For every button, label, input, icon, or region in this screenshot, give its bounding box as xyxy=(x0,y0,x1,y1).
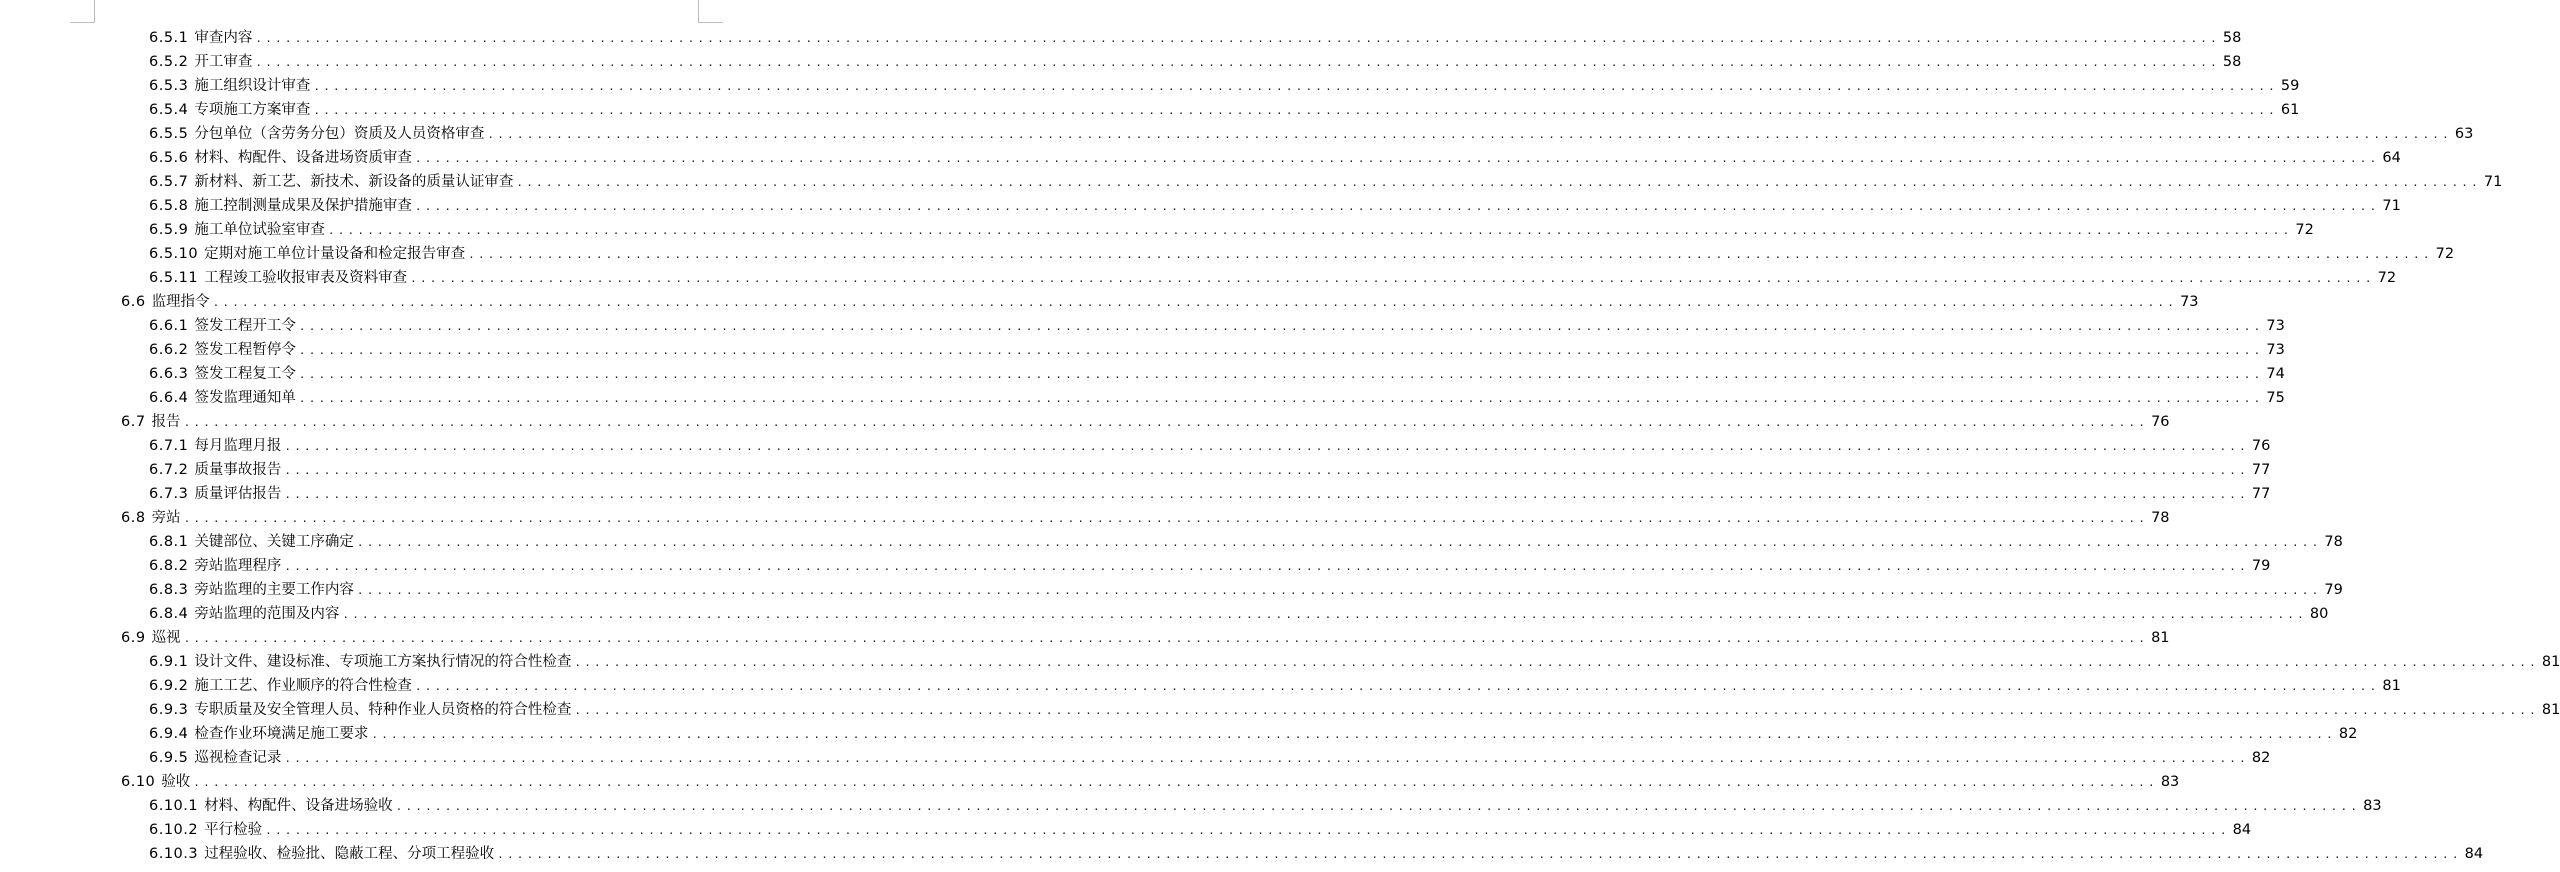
toc-number: 6.5.11 xyxy=(149,270,199,286)
toc-entry[interactable] xyxy=(149,194,2401,218)
toc-page-number: 72 xyxy=(2377,270,2397,286)
toc-entry[interactable] xyxy=(149,722,2358,746)
toc-entry[interactable] xyxy=(121,410,2170,434)
toc-entry[interactable] xyxy=(149,170,2503,194)
toc-title: 专项施工方案审查 xyxy=(194,102,311,118)
toc-title: 旁站监理的范围及内容 xyxy=(194,606,340,622)
toc-entry[interactable] xyxy=(149,434,2271,458)
toc-dot-leader: ........................................................................................................................................................................................................ xyxy=(255,56,2220,69)
toc-page-number: 58 xyxy=(2222,54,2242,70)
toc-title: 材料、构配件、设备进场验收 xyxy=(204,798,393,814)
toc-dot-leader: ........................................................................................................................................................................................................ xyxy=(313,104,2278,117)
toc-title: 专职质量及安全管理人员、特种作业人员资格的符合性检查 xyxy=(194,702,572,718)
toc-number: 6.5.4 xyxy=(149,102,189,118)
toc-entry[interactable] xyxy=(149,26,2242,50)
toc-dot-leader: ........................................................................................................................................................................................................ xyxy=(183,512,2149,525)
toc-page-number: 83 xyxy=(2160,774,2180,790)
toc-page-number: 79 xyxy=(2324,582,2343,598)
toc-title: 旁站 xyxy=(151,510,181,526)
toc-dot-leader: ........................................................................................................................................................................................................ xyxy=(487,128,2452,141)
toc-title: 设计文件、建设标准、专项施工方案执行情况的符合性检查 xyxy=(194,654,572,670)
toc-entry[interactable] xyxy=(149,74,2300,98)
toc-entry[interactable] xyxy=(149,50,2242,74)
toc-dot-leader: ........................................................................................................................................................................................................ xyxy=(356,536,2322,549)
toc-dot-leader: ........................................................................................................................................................................................................ xyxy=(574,704,2539,717)
toc-page-number: 81 xyxy=(2151,630,2170,646)
toc-dot-leader: ........................................................................................................................................................................................................ xyxy=(183,416,2149,429)
toc-number: 6.10 xyxy=(121,774,156,790)
toc-dot-leader: ........................................................................................................................................................................................................ xyxy=(468,248,2433,261)
toc-page-number: 74 xyxy=(2266,366,2285,382)
toc-number: 6.7.3 xyxy=(149,486,189,502)
toc-number: 6.10.3 xyxy=(149,846,199,862)
page-corner-mark-right xyxy=(698,0,723,23)
toc-number: 6.9.1 xyxy=(149,654,189,670)
toc-entry[interactable] xyxy=(149,386,2285,410)
toc-title: 签发工程暂停令 xyxy=(194,342,296,358)
toc-number: 6.5.1 xyxy=(149,30,189,46)
toc-number: 6.5.6 xyxy=(149,150,189,166)
toc-entry[interactable] xyxy=(149,218,2314,242)
toc-number: 6.6.4 xyxy=(149,390,189,406)
toc-title: 质量评估报告 xyxy=(194,486,282,502)
toc-dot-leader: ........................................................................................................................................................................................................ xyxy=(497,848,2462,861)
toc-dot-leader: ........................................................................................................................................................................................................ xyxy=(183,632,2149,645)
toc-number: 6.7 xyxy=(121,414,146,430)
toc-entry[interactable] xyxy=(149,578,2343,602)
toc-title: 定期对施工单位计量设备和检定报告审查 xyxy=(204,246,466,262)
toc-number: 6.7.2 xyxy=(149,462,189,478)
toc-title: 旁站监理的主要工作内容 xyxy=(194,582,354,598)
toc-dot-leader: ........................................................................................................................................................................................................ xyxy=(313,80,2278,93)
toc-page-number: 81 xyxy=(2382,678,2401,694)
toc-entry[interactable] xyxy=(149,266,2397,290)
toc-page-number: 78 xyxy=(2324,534,2343,550)
toc-title: 开工审查 xyxy=(194,54,253,70)
toc-entry[interactable] xyxy=(121,290,2199,314)
toc-entry[interactable] xyxy=(149,98,2300,122)
toc-title: 施工控制测量成果及保护措施审查 xyxy=(194,198,412,214)
toc-page-number: 84 xyxy=(2232,822,2252,838)
toc-page-number: 82 xyxy=(2251,750,2271,766)
toc-entry[interactable] xyxy=(149,482,2271,506)
toc-page-number: 77 xyxy=(2251,486,2271,502)
toc-page-number: 72 xyxy=(2435,246,2455,262)
toc-title: 每月监理月报 xyxy=(194,438,282,454)
toc-number: 6.8 xyxy=(121,510,146,526)
toc-page-number: 77 xyxy=(2251,462,2271,478)
toc-dot-leader: ........................................................................................................................................................................................................ xyxy=(193,776,2158,789)
toc-number: 6.8.3 xyxy=(149,582,189,598)
toc-entry[interactable] xyxy=(149,650,2560,674)
toc-entry[interactable] xyxy=(149,698,2560,722)
page-corner-mark-left xyxy=(70,0,95,23)
toc-entry[interactable] xyxy=(149,314,2285,338)
toc-title: 施工工艺、作业顺序的符合性检查 xyxy=(194,678,412,694)
toc-entry[interactable] xyxy=(149,338,2285,362)
toc-entry[interactable] xyxy=(149,818,2252,842)
toc-dot-leader: ........................................................................................................................................................................................................ xyxy=(265,824,2230,837)
toc-page-number: 76 xyxy=(2151,414,2170,430)
toc-title: 质量事故报告 xyxy=(194,462,282,478)
toc-title: 签发工程开工令 xyxy=(194,318,296,334)
toc-title: 关键部位、关键工序确定 xyxy=(194,534,354,550)
toc-entry[interactable] xyxy=(121,506,2170,530)
toc-title: 审查内容 xyxy=(194,30,253,46)
toc-dot-leader: ........................................................................................................................................................................................................ xyxy=(327,224,2293,237)
toc-dot-leader: ........................................................................................................................................................................................................ xyxy=(284,464,2249,477)
toc-page-number: 79 xyxy=(2251,558,2271,574)
toc-title: 旁站监理程序 xyxy=(194,558,282,574)
toc-title: 检查作业环境满足施工要求 xyxy=(194,726,369,742)
toc-dot-leader: ........................................................................................................................................................................................................ xyxy=(298,344,2264,357)
toc-dot-leader: ........................................................................................................................................................................................................ xyxy=(298,368,2264,381)
toc-page-number: 71 xyxy=(2483,174,2503,190)
toc-title: 过程验收、检验批、隐蔽工程、分项工程验收 xyxy=(204,846,495,862)
toc-title: 监理指令 xyxy=(151,294,210,310)
toc-dot-leader: ........................................................................................................................................................................................................ xyxy=(414,152,2380,165)
toc-page-number: 58 xyxy=(2222,30,2242,46)
toc-dot-leader: ........................................................................................................................................................................................................ xyxy=(371,728,2336,741)
toc-page-number: 73 xyxy=(2180,294,2199,310)
toc-dot-leader: ........................................................................................................................................................................................................ xyxy=(574,656,2539,669)
toc-page-number: 75 xyxy=(2266,390,2285,406)
toc-number: 6.9.5 xyxy=(149,750,189,766)
toc-dot-leader: ........................................................................................................................................................................................................ xyxy=(356,584,2322,597)
toc-dot-leader: ........................................................................................................................................................................................................ xyxy=(414,200,2380,213)
toc-title: 工程竣工验收报审表及资料审查 xyxy=(204,270,408,286)
toc-entry[interactable] xyxy=(149,794,2382,818)
toc-title: 新材料、新工艺、新技术、新设备的质量认证审查 xyxy=(194,174,514,190)
toc-page-number: 78 xyxy=(2151,510,2170,526)
toc-number: 6.5.10 xyxy=(149,246,199,262)
toc-number: 6.10.2 xyxy=(149,822,199,838)
toc-number: 6.8.2 xyxy=(149,558,189,574)
toc-number: 6.9 xyxy=(121,630,146,646)
toc-number: 6.9.4 xyxy=(149,726,189,742)
toc-entry[interactable] xyxy=(121,626,2170,650)
toc-dot-leader: ........................................................................................................................................................................................................ xyxy=(410,272,2375,285)
toc-number: 6.6.1 xyxy=(149,318,189,334)
toc-page-number: 82 xyxy=(2338,726,2358,742)
toc-number: 6.8.4 xyxy=(149,606,189,622)
toc-dot-leader: ........................................................................................................................................................................................................ xyxy=(284,440,2249,453)
toc-number: 6.7.1 xyxy=(149,438,189,454)
toc-page-number: 72 xyxy=(2295,222,2314,238)
toc-dot-leader: ........................................................................................................................................................................................................ xyxy=(516,176,2481,189)
toc-page-number: 61 xyxy=(2280,102,2300,118)
toc-page-number: 59 xyxy=(2280,78,2300,94)
toc-number: 6.5.8 xyxy=(149,198,189,214)
toc-page-number: 73 xyxy=(2266,342,2285,358)
toc-number: 6.10.1 xyxy=(149,798,199,814)
toc-number: 6.9.2 xyxy=(149,678,189,694)
toc-title: 签发工程复工令 xyxy=(194,366,296,382)
toc-page-number: 81 xyxy=(2541,654,2560,670)
toc-dot-leader: ........................................................................................................................................................................................................ xyxy=(212,296,2178,309)
toc-dot-leader: ........................................................................................................................................................................................................ xyxy=(342,608,2307,621)
toc-dot-leader: ........................................................................................................................................................................................................ xyxy=(284,488,2249,501)
toc-title: 材料、构配件、设备进场资质审查 xyxy=(194,150,412,166)
toc-title: 施工单位试验室审查 xyxy=(194,222,325,238)
toc-dot-leader: ........................................................................................................................................................................................................ xyxy=(395,800,2361,813)
toc-number: 6.5.3 xyxy=(149,78,189,94)
toc-title: 平行检验 xyxy=(204,822,263,838)
toc-title: 签发监理通知单 xyxy=(194,390,296,406)
toc-page-number: 83 xyxy=(2363,798,2382,814)
toc-number: 6.5.9 xyxy=(149,222,189,238)
toc-entry[interactable] xyxy=(149,530,2343,554)
toc-title: 分包单位（含劳务分包）资质及人员资格审查 xyxy=(194,126,485,142)
toc-entry[interactable] xyxy=(149,362,2285,386)
toc-dot-leader: ........................................................................................................................................................................................................ xyxy=(298,320,2264,333)
toc-number: 6.6 xyxy=(121,294,146,310)
toc-entry[interactable] xyxy=(149,674,2401,698)
toc-dot-leader: ........................................................................................................................................................................................................ xyxy=(298,392,2264,405)
toc-number: 6.6.3 xyxy=(149,366,189,382)
toc-page-number: 84 xyxy=(2464,846,2484,862)
toc-entry[interactable] xyxy=(149,146,2401,170)
toc-title: 验收 xyxy=(161,774,191,790)
toc-title: 巡视检查记录 xyxy=(194,750,282,766)
toc-number: 6.6.2 xyxy=(149,342,189,358)
toc-dot-leader: ........................................................................................................................................................................................................ xyxy=(414,680,2380,693)
toc-entry[interactable] xyxy=(149,242,2455,266)
toc-number: 6.5.5 xyxy=(149,126,189,142)
toc-dot-leader: ........................................................................................................................................................................................................ xyxy=(284,560,2249,573)
toc-entry[interactable] xyxy=(149,842,2484,866)
toc-number: 6.5.7 xyxy=(149,174,189,190)
toc-title: 报告 xyxy=(151,414,181,430)
toc-page-number: 63 xyxy=(2454,126,2474,142)
toc-entry[interactable] xyxy=(121,770,2180,794)
toc-title: 巡视 xyxy=(151,630,181,646)
toc-entry[interactable] xyxy=(149,458,2271,482)
toc-entry[interactable] xyxy=(149,554,2271,578)
toc-page-number: 80 xyxy=(2309,606,2329,622)
toc-entry[interactable] xyxy=(149,602,2329,626)
toc-number: 6.5.2 xyxy=(149,54,189,70)
toc-entry[interactable] xyxy=(149,122,2474,146)
toc-dot-leader: ........................................................................................................................................................................................................ xyxy=(284,752,2249,765)
toc-entry[interactable] xyxy=(149,746,2271,770)
toc-number: 6.8.1 xyxy=(149,534,189,550)
toc-number: 6.9.3 xyxy=(149,702,189,718)
toc-dot-leader: ........................................................................................................................................................................................................ xyxy=(255,32,2220,45)
toc-page-number: 71 xyxy=(2382,198,2401,214)
toc-title: 施工组织设计审查 xyxy=(194,78,311,94)
toc-page-number: 81 xyxy=(2541,702,2560,718)
toc-page-number: 64 xyxy=(2382,150,2401,166)
toc-page-number: 73 xyxy=(2266,318,2285,334)
toc-page-number: 76 xyxy=(2251,438,2271,454)
